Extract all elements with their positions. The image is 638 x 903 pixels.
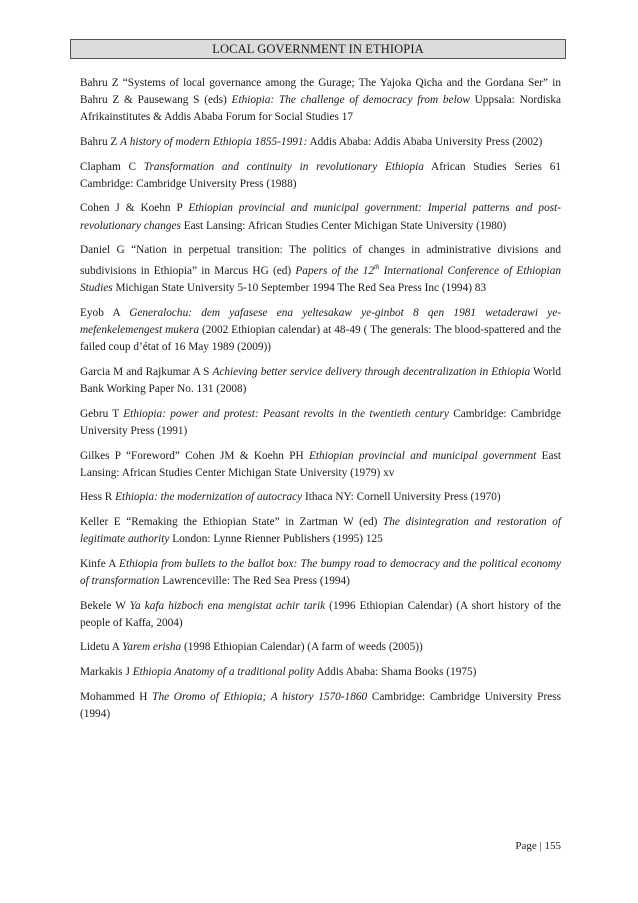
- reference-entry: [80, 200, 561, 234]
- reference-title-text: Yarem erisha: [122, 641, 182, 654]
- reference-text: London: Lynne Rienner Publishers (1995) 125: [169, 533, 383, 546]
- reference-title-text: Ethiopia: the modernization of autocracy: [115, 491, 303, 504]
- reference-text: Ithaca NY: Cornell University Press (1970): [302, 491, 501, 504]
- reference-entry: [80, 639, 561, 656]
- reference-text: World Bank Working Paper No. 131 (2008): [80, 365, 561, 396]
- reference-title-text: Papers of the 12: [295, 265, 374, 278]
- reference-text: Cambridge: Cambridge University Press (1994): [80, 690, 562, 720]
- reference-text: Cambridge: Cambridge University Press (1991): [80, 407, 561, 437]
- reference-text: (2002 Ethiopian calendar) at 48-49 ( The generals: The blood-spattered and the failed coup d’état of 16 May 1989 (2009)): [80, 324, 561, 354]
- reference-title-text: Ethiopia Anatomy of a traditional polity: [132, 665, 315, 678]
- reference-text: Keller E “Remaking the Ethiopian State” in Zartman W (ed): [80, 515, 383, 528]
- reference-entry: [80, 406, 561, 440]
- reference-title-text: International Conference of Ethiopian Studies: [80, 265, 561, 295]
- reference-text: Lawrenceville: The Red Sea Press (1994): [159, 574, 350, 587]
- reference-title-text: Ethiopia: The challenge of democracy from below: [231, 94, 470, 107]
- reference-text: Mohammed H: [80, 690, 153, 703]
- reference-title-text: Ethiopian provincial and municipal government: Imperial patterns and post-revolutionary changes: [80, 202, 562, 232]
- reference-text: Daniel G “Nation in perpetual transition: The politics of changes in administrative divisions and subdivisions in Ethiopia” in Marcus HG (ed): [80, 244, 561, 278]
- reference-entry: [80, 489, 561, 506]
- reference-text: Michigan State University 5-10 September 1994 The Red Sea Press Inc (1994) 83: [112, 282, 487, 295]
- reference-title-text: A history of modern Ethiopia 1855-1991:: [120, 136, 308, 148]
- running-header: [70, 39, 566, 59]
- reference-entry: [80, 556, 561, 590]
- reference-text: Eyob A: [80, 306, 130, 319]
- reference-entry: [80, 364, 561, 398]
- reference-entry: [80, 305, 561, 357]
- reference-title-text: th: [373, 263, 380, 272]
- reference-title-text: Ethiopian provincial and municipal government: [309, 449, 537, 462]
- reference-text: Bahru Z “Systems of local governance among the Gurage; The Yajoka Qicha and the Gordana Ser” in Bahru Z & Pausewang S (eds): [80, 77, 561, 107]
- reference-text: Kinfe A: [80, 557, 120, 570]
- reference-text: Bekele W: [80, 599, 130, 612]
- header-title: LOCAL GOVERNMENT IN ETHIOPIA: [212, 42, 424, 56]
- reference-text: Clapham C: [80, 160, 144, 173]
- reference-title-text: Ya kafa hizboch ena mengistat achir tarik: [129, 599, 326, 612]
- page-number: Page | 155: [515, 840, 561, 852]
- reference-list: [80, 75, 561, 730]
- reference-entry: [80, 75, 561, 127]
- reference-text: (1998 Ethiopian Calendar) (A farm of weeds (2005)): [181, 641, 423, 654]
- reference-entry: [80, 514, 561, 548]
- reference-title-text: Ethiopia from bullets to the ballot box: The bumpy road to democracy and the political economy of transformation: [80, 557, 561, 587]
- reference-entry: [80, 664, 561, 681]
- reference-entry: [80, 598, 561, 632]
- reference-text: Garcia M and Rajkumar A S: [80, 365, 213, 378]
- reference-title-text: Achieving better service delivery through decentralization in Ethiopia: [212, 365, 531, 378]
- reference-entry: [80, 134, 561, 151]
- reference-text: East Lansing: African Studies Center Michigan State University (1979) xv: [80, 449, 562, 479]
- reference-text: Hess R: [80, 491, 116, 504]
- reference-text: Gilkes P “Foreword” Cohen JM & Koehn PH: [80, 449, 310, 462]
- reference-text: East Lansing: African Studies Center Michigan State University (1980): [180, 219, 507, 232]
- reference-text: Cohen J & Koehn P: [80, 202, 189, 215]
- reference-title-text: Ethiopia: power and protest: Peasant revolts in the twentieth century: [123, 407, 449, 420]
- reference-text: (1996 Ethiopian Calendar) (A short history of the people of Kaffa, 2004): [80, 599, 561, 629]
- reference-text: Gebru T: [80, 407, 124, 420]
- reference-title-text: Transformation and continuity in revolutionary Ethiopia: [143, 160, 424, 173]
- reference-text: African Studies Series 61 Cambridge: Cambridge University Press (1988): [80, 160, 561, 190]
- reference-text: Markakis J: [80, 665, 133, 678]
- reference-text: Uppsala: Nordiska Afrikainstitutes & Addis Ababa Forum for Social Studies 17: [80, 94, 561, 124]
- reference-entry: [80, 448, 561, 482]
- reference-text: Addis Ababa: Shama Books (1975): [314, 665, 477, 678]
- reference-entry: [80, 159, 561, 193]
- reference-text: Lidetu A: [80, 641, 123, 654]
- reference-title-text: The disintegration and restoration of legitimate authority: [80, 515, 561, 546]
- reference-text: Bahru Z: [80, 136, 121, 148]
- reference-entry: [80, 689, 561, 723]
- reference-title-text: The Oromo of Ethiopia; A history 1570-1860: [152, 690, 368, 703]
- reference-title-text: Generalochu: dem yafasese ena yeltesakaw ye-ginbot 8 qen 1981 wetaderawi ye-mefenkelemengest mukera: [80, 306, 562, 337]
- reference-text: Addis Ababa: Addis Ababa University Press (2002): [307, 136, 543, 148]
- page-footer: [480, 839, 561, 853]
- reference-entry: [80, 242, 561, 297]
